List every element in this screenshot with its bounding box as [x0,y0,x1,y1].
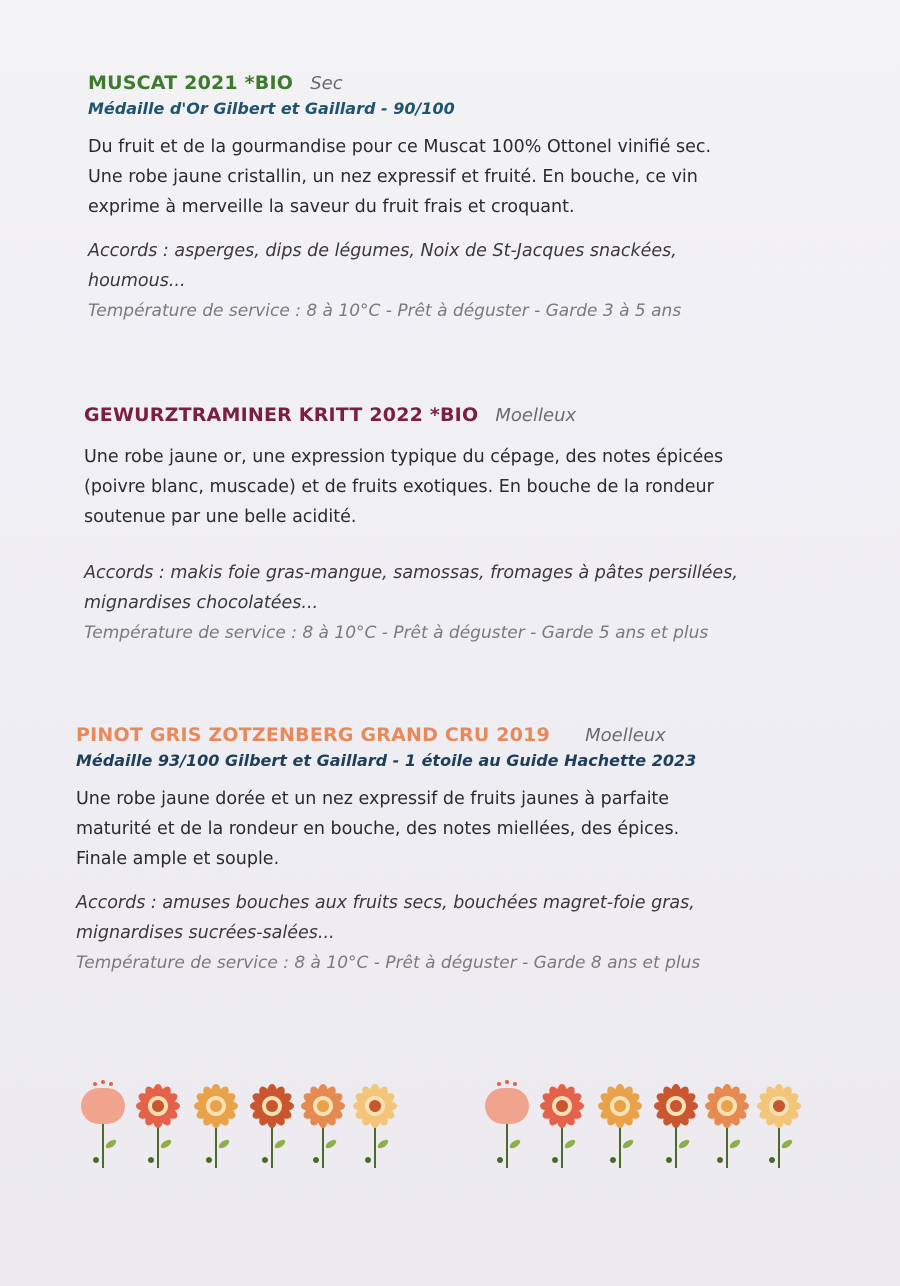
wine-style: Sec [310,73,343,94]
flower-icon [353,1084,397,1168]
wine-name: PINOT GRIS ZOTZENBERG GRAND CRU 2019 [76,724,550,746]
wine-description [84,442,900,532]
wine-temperature: Température de service : 8 à 10°C - Prêt à déguster - Garde 5 ans et plus [84,623,709,643]
accords-line: houmous... [88,271,186,291]
description-line: Une robe jaune or, une expression typique du cépage, des notes épicées [84,447,724,467]
flower-icon [250,1084,294,1168]
wine-accords [88,236,900,296]
flower-icon [654,1084,698,1168]
flower-icon [540,1084,584,1168]
description-line: Une robe jaune dorée et un nez expressif de fruits jaunes à parfaite [76,789,670,809]
wine-description [76,784,900,874]
wine-name: GEWURZTRAMINER KRITT 2022 *BIO [84,404,479,426]
description-line: Du fruit et de la gourmandise pour ce Muscat 100% Ottonel vinifié sec. [88,137,712,157]
accords-line: Accords : makis foie gras-mangue, samossas, fromages à pâtes persillées, [84,563,738,583]
wine-accords [76,888,900,948]
description-line: (poivre blanc, muscade) et de fruits exotiques. En bouche de la rondeur [84,477,714,497]
flower-icon [81,1080,125,1168]
wine-title-line [88,72,900,94]
wine-temperature: Température de service : 8 à 10°C - Prêt à déguster - Garde 3 à 5 ans [88,301,682,321]
wine-accords [84,558,900,618]
wine-entry-muscat [88,72,900,326]
wine-title-line [84,404,900,426]
flower-row-right-icon [480,1076,810,1176]
wine-temperature: Température de service : 8 à 10°C - Prêt à déguster - Garde 8 ans et plus [76,953,701,973]
wine-entry-gewurztraminer [84,404,900,648]
flower-icon [757,1084,801,1168]
wine-medal: Médaille d'Or Gilbert et Gaillard - 90/100 [88,99,455,118]
accords-line: mignardises chocolatées... [84,593,319,613]
description-line: Une robe jaune cristallin, un nez expressif et fruité. En bouche, ce vin [88,167,698,187]
wine-entry-pinot-gris [76,724,900,978]
flower-icon [705,1084,749,1168]
wine-medal: Médaille 93/100 Gilbert et Gaillard - 1 étoile au Guide Hachette 2023 [76,751,697,770]
accords-line: Accords : asperges, dips de légumes, Noix de St-Jacques snackées, [88,241,677,261]
flower-icon [136,1084,180,1168]
wine-title-line [76,724,900,746]
description-line: soutenue par une belle acidité. [84,507,357,527]
accords-line: Accords : amuses bouches aux fruits secs, bouchées magret-foie gras, [76,893,695,913]
description-line: Finale ample et souple. [76,849,280,869]
wine-name: MUSCAT 2021 *BIO [88,72,294,94]
flower-icon [301,1084,345,1168]
flower-icon [598,1084,642,1168]
description-line: maturité et de la rondeur en bouche, des notes miellées, des épices. [76,819,680,839]
flower-icon [194,1084,238,1168]
wine-style: Moelleux [585,725,666,746]
flower-icon [485,1080,529,1168]
flower-row-left-icon [76,1076,406,1176]
description-line: exprime à merveille la saveur du fruit frais et croquant. [88,197,575,217]
wine-style: Moelleux [495,405,577,426]
accords-line: mignardises sucrées-salées... [76,923,335,943]
wine-description [88,132,900,222]
